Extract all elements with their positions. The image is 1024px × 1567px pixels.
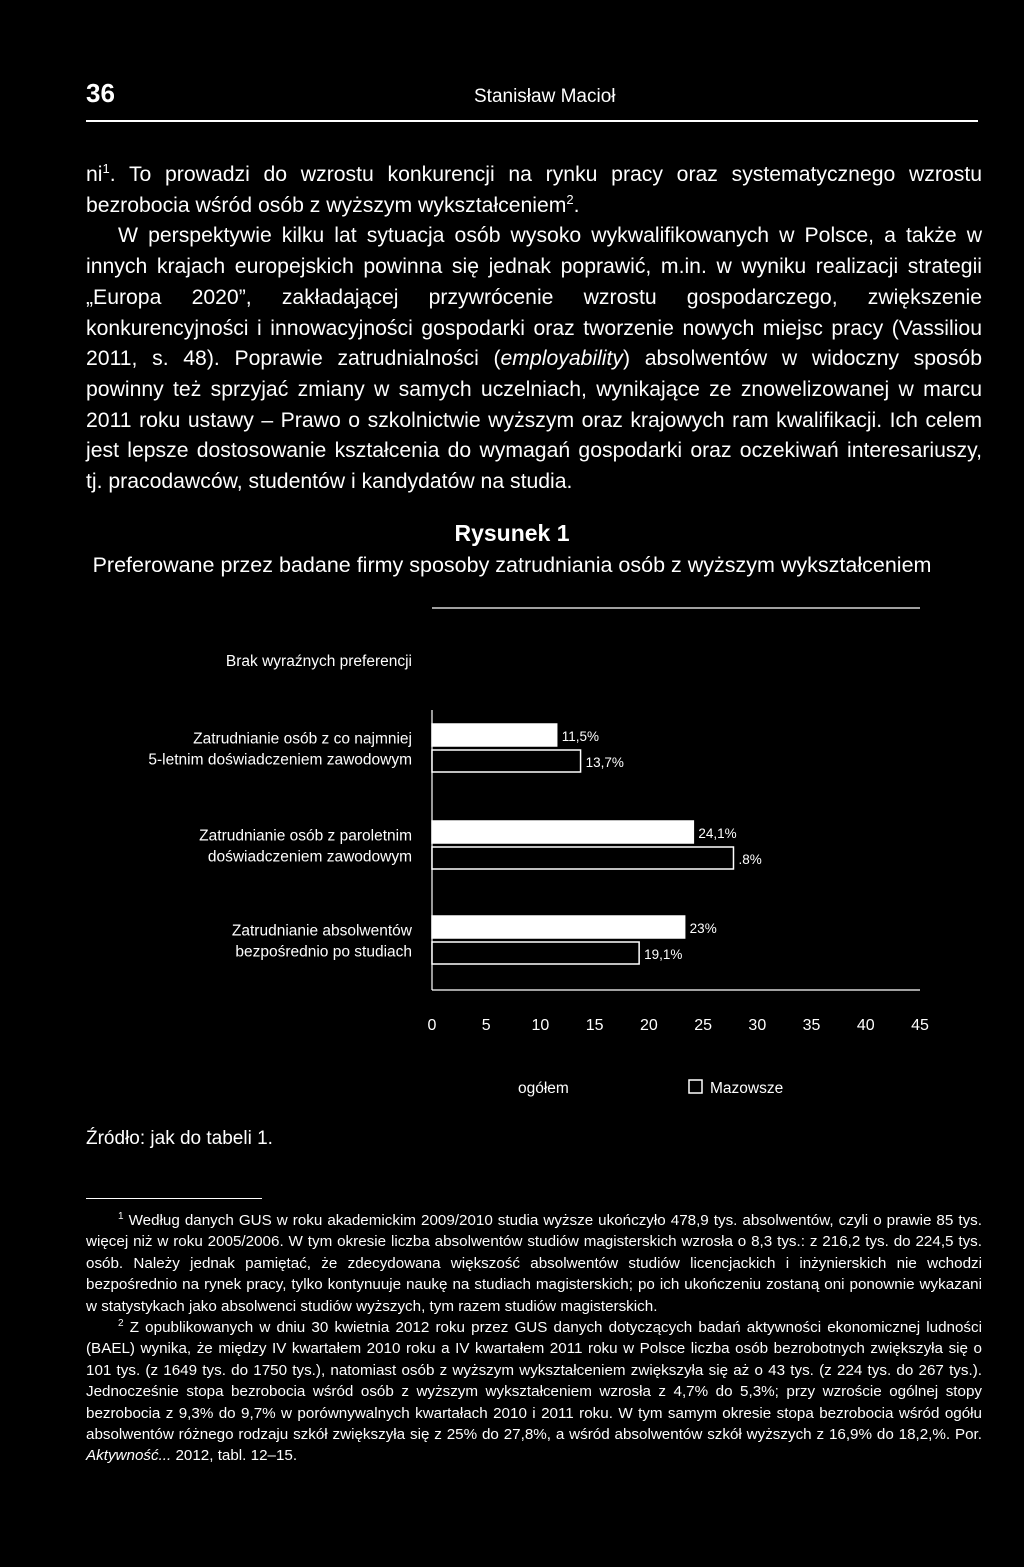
category-label: Brak wyraźnych preferencji bbox=[225, 653, 412, 670]
footnote-rule bbox=[86, 1198, 262, 1199]
footnote-text: Z opublikowanych w dniu 30 kwietnia 2012 roku przez GUS danych dotyczących badań aktywności ekonomicznej ludności (BAEL) wynika, że między IV kwartałem 2010 roku a IV kwartałem 2011 roku w Polsce liczba osób bezrobotnych zwiększyła się o 101 tys. (z 1649 tys. do 1750 tys.), natomiast osób z wyższym wykształceniem zwiększyła się aż o 43 tys. (z 224 tys. do 267 tys.). Jednocześnie stopa bezrobocia wśród osób z wyższym wykształceniem wzrosła z 4,7% do 5,3%; przy wzroście ogólnej stopy bezrobocia z 9,3% do 9,7% w porównywalnych kwartałach 2010 i 2011 roku. W tym samym okresie stopa bezrobocia wśród ogółu absolwentów różnego rodzaju szkół zwiększyła się z 25% do 27,8%, a wśród absolwentów szkół wyższych z 16,9% do 18,2,%. Por. bbox=[86, 1319, 982, 1444]
data-label: 19,1% bbox=[644, 947, 683, 962]
category-label: Zatrudnianie osób z co najmniej bbox=[193, 730, 412, 748]
category-label: Zatrudnianie absolwentów bbox=[231, 922, 412, 940]
x-tick-label: 30 bbox=[748, 1017, 767, 1034]
bar-mazowsze bbox=[432, 750, 581, 772]
bar-mazowsze bbox=[432, 847, 733, 869]
bar-chart bbox=[0, 590, 1024, 1110]
data-label: 11,5% bbox=[561, 729, 599, 744]
x-tick-label: 40 bbox=[856, 1017, 875, 1034]
footnote-ref-2: 2 bbox=[566, 191, 574, 207]
figure-label: Rysunek 1 bbox=[454, 520, 570, 546]
data-label: .8% bbox=[738, 852, 762, 867]
figure-title: Preferowane przez badane firmy sposoby zatrudniania osób z wyższym wykształceniem bbox=[92, 553, 932, 577]
footnote-ref-1: 1 bbox=[102, 160, 110, 176]
page-number: 36 bbox=[86, 78, 115, 108]
footnote-italic: Aktywność... bbox=[86, 1447, 172, 1465]
bar-ogolem bbox=[432, 724, 557, 746]
x-tick-label: 5 bbox=[481, 1017, 491, 1034]
text-run: . bbox=[573, 193, 580, 217]
footnote-number: 1 bbox=[118, 1210, 124, 1222]
running-head: Stanisław Macioł bbox=[474, 86, 616, 107]
data-label: 13,7% bbox=[585, 755, 624, 770]
x-tick-label: 15 bbox=[585, 1017, 604, 1034]
x-tick-label: 0 bbox=[427, 1017, 437, 1034]
text-run: ni bbox=[86, 163, 103, 186]
body-text bbox=[86, 160, 982, 498]
text-run: . To prowadzi do wzrostu konkurencji na rynku pracy oraz systematycznego wzrostu bezrobocia wśród osób z wyższym wykształceniem bbox=[86, 163, 982, 217]
legend-mazowsze: Mazowsze bbox=[710, 1080, 784, 1097]
footnote-1 bbox=[86, 1210, 982, 1317]
footnote-text: Według danych GUS w roku akademickim 2009/2010 studia wyższe ukończyło 478,9 tys. absolwentów, czyli o prawie 85 tys. więcej niż w roku 2005/2006. W tym okresie liczba absolwentów studiów magisterskich wzrosła o 8,3 tys.: z 216,2 tys. do 224,5 tys. osób. Należy jednak pamiętać, że zdecydowana większość absolwentów studiów licencjackich i inżynierskich nie wchodzi bezpośrednio na rynek pracy, tylko kontynuuje naukę na studiach magisterskich; po ich ukończeniu zostaną oni ponownie wykazani w statystykach jako absolwenci studiów wyższych, tym razem studiów magisterskich. bbox=[86, 1212, 982, 1315]
legend-ogolem: ogółem bbox=[518, 1080, 569, 1097]
footnotes bbox=[86, 1210, 982, 1467]
category-label: Zatrudnianie osób z paroletnim bbox=[199, 827, 412, 845]
footnote-2 bbox=[86, 1317, 982, 1467]
footnote-number: 2 bbox=[118, 1317, 124, 1329]
footnote-text: 2012, tabl. 12–15. bbox=[171, 1447, 298, 1465]
text-run: W perspektywie kilku lat sytuacja osób wysoko wykwalifikowanych w Polsce, a także w innych krajach europejskich powinna się jednak poprawić, m.in. w wyniku realizacji strategii „Europa 2020”, zakładającej przywrócenie wzrostu gospodarczego, zwiększenie konkurencyjności i innowacyjności gospodarki oraz tworzenie nowych miejsc pracy (Vassiliou 2011, s. 48). Poprawie zatrudnialności ( bbox=[86, 224, 982, 371]
text-run: ) absolwentów w widoczny sposób powinny też sprzyjać zmiany w samych uczelniach, wynikające ze znowelizowanej w marcu 2011 roku ustawy – Prawo o szkolnictwie wyższym oraz krajowych ram kwalifikacji. Ich celem jest lepsze dostosowanie kształcenia do wymagań gospodarki oraz oczekiwań interesariuszy, tj. pracodawców, studentów i kandydatów na studia. bbox=[86, 347, 982, 494]
x-tick-label: 20 bbox=[639, 1017, 658, 1034]
data-label: 24,1% bbox=[698, 826, 737, 841]
bar-mazowsze bbox=[432, 942, 639, 964]
category-label: bezpośrednio po studiach bbox=[235, 943, 412, 961]
header-rule bbox=[86, 120, 978, 122]
paragraph-2 bbox=[86, 221, 982, 497]
bar-ogolem bbox=[432, 821, 693, 843]
x-tick-label: 25 bbox=[694, 1017, 713, 1034]
italic-term: employability bbox=[500, 347, 623, 371]
category-label: doświadczeniem zawodowym bbox=[207, 848, 412, 866]
legend-swatch-mazowsze bbox=[689, 1080, 702, 1093]
category-label: 5-letnim doświadczeniem zawodowym bbox=[148, 751, 412, 769]
x-tick-label: 10 bbox=[531, 1017, 550, 1034]
source-note: Źródło: jak do tabeli 1. bbox=[86, 1128, 273, 1149]
x-tick-label: 45 bbox=[911, 1017, 929, 1034]
bar-ogolem bbox=[432, 916, 685, 938]
paragraph-1 bbox=[86, 160, 982, 221]
data-label: 23% bbox=[689, 921, 717, 936]
x-tick-label: 35 bbox=[802, 1017, 821, 1034]
